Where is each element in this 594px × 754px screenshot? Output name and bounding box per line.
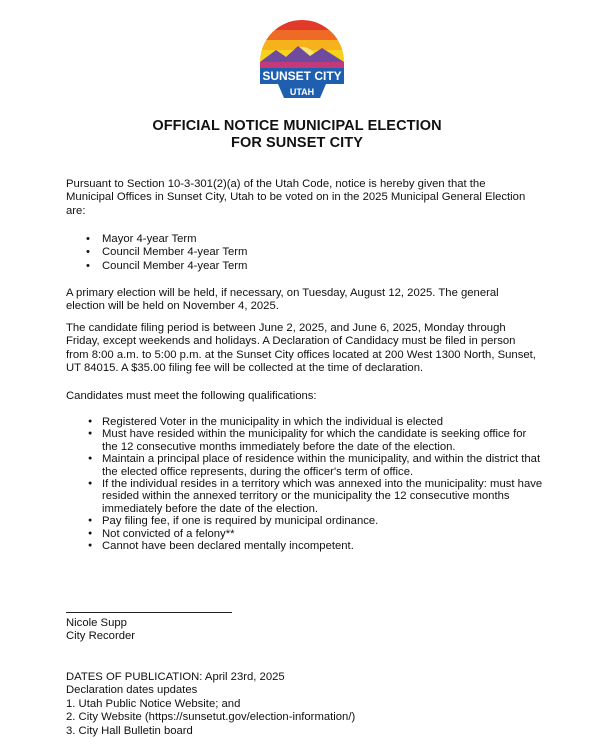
title-line-1: OFFICIAL NOTICE MUNICIPAL ELECTION — [152, 118, 442, 134]
list-item: ● Not convicted of a felony** — [88, 528, 544, 540]
primary-paragraph: A primary election will be held, if necessary, on Tuesday, August 12, 2025. The general election will be held on November 4, 2025. — [66, 287, 499, 313]
list-item: 3. City Hall Bulletin board — [66, 724, 193, 737]
list-item: 1. Utah Public Notice Website; and — [66, 697, 241, 710]
list-item: • Council Member 4-year Term — [86, 260, 247, 273]
list-item: • Council Member 4-year Term — [86, 246, 247, 259]
filing-paragraph: The candidate filing period is between June 2, 2025, and June 6, 2025, Monday through Friday, except weekends and holidays. A Declaration of Candidacy must be filed in person from 8:00 a.m. to 5:00 p.m. at the Sunset City offices located at 200 West 1300 North, Sunset, UT 84015. A $35.00 filing fee will be collected at the time of declaration. — [66, 322, 536, 375]
logo-text-state: UTAH — [289, 87, 315, 97]
signature-line — [66, 612, 232, 613]
offices-list — [86, 233, 247, 273]
list-item: ● Maintain a principal place of residence within the municipality, and within the district that the elected office represents, during the officer's term of office. — [88, 453, 544, 478]
list-item: ● Registered Voter in the municipality in which the individual is elected — [88, 416, 544, 428]
logo-text-city: SUNSET CITY — [262, 69, 342, 83]
list-item: ● If the individual resides in a territory which was annexed into the municipality: must have resided within the annexed territory or the municipality the 12 consecutive months immediately before the date of the election. — [88, 478, 544, 515]
list-item: ● Must have resided within the municipality for which the candidate is seeking office for the 12 consecutive months immediately before the date of the election. — [88, 428, 544, 453]
sunset-city-logo — [252, 20, 352, 102]
publication-dates: DATES OF PUBLICATION: April 23rd, 2025 — [66, 671, 285, 683]
list-item: ● Cannot have been declared mentally incompetent. — [88, 540, 544, 552]
signer-role: City Recorder — [66, 630, 136, 642]
signer-name: Nicole Supp — [66, 617, 127, 629]
title-line-2: FOR SUNSET CITY — [230, 135, 363, 151]
intro-paragraph: Pursuant to Section 10-3-301(2)(a) of the Utah Code, notice is hereby given that the Municipal Offices in Sunset City, Utah to be voted on in the 2025 Municipal General Election are: — [66, 178, 526, 217]
list-item: ● Pay filing fee, if one is required by municipal ordinance. — [88, 515, 544, 527]
qualifications-intro: Candidates must meet the following qualifications: — [66, 390, 317, 402]
publication-block — [66, 671, 355, 738]
list-item: • Mayor 4-year Term — [86, 233, 247, 246]
publication-updates: Declaration dates updates — [66, 684, 198, 697]
qualifications-list — [88, 416, 544, 552]
list-item: 2. City Website (https://sunsetut.gov/election-information/) — [66, 711, 356, 724]
